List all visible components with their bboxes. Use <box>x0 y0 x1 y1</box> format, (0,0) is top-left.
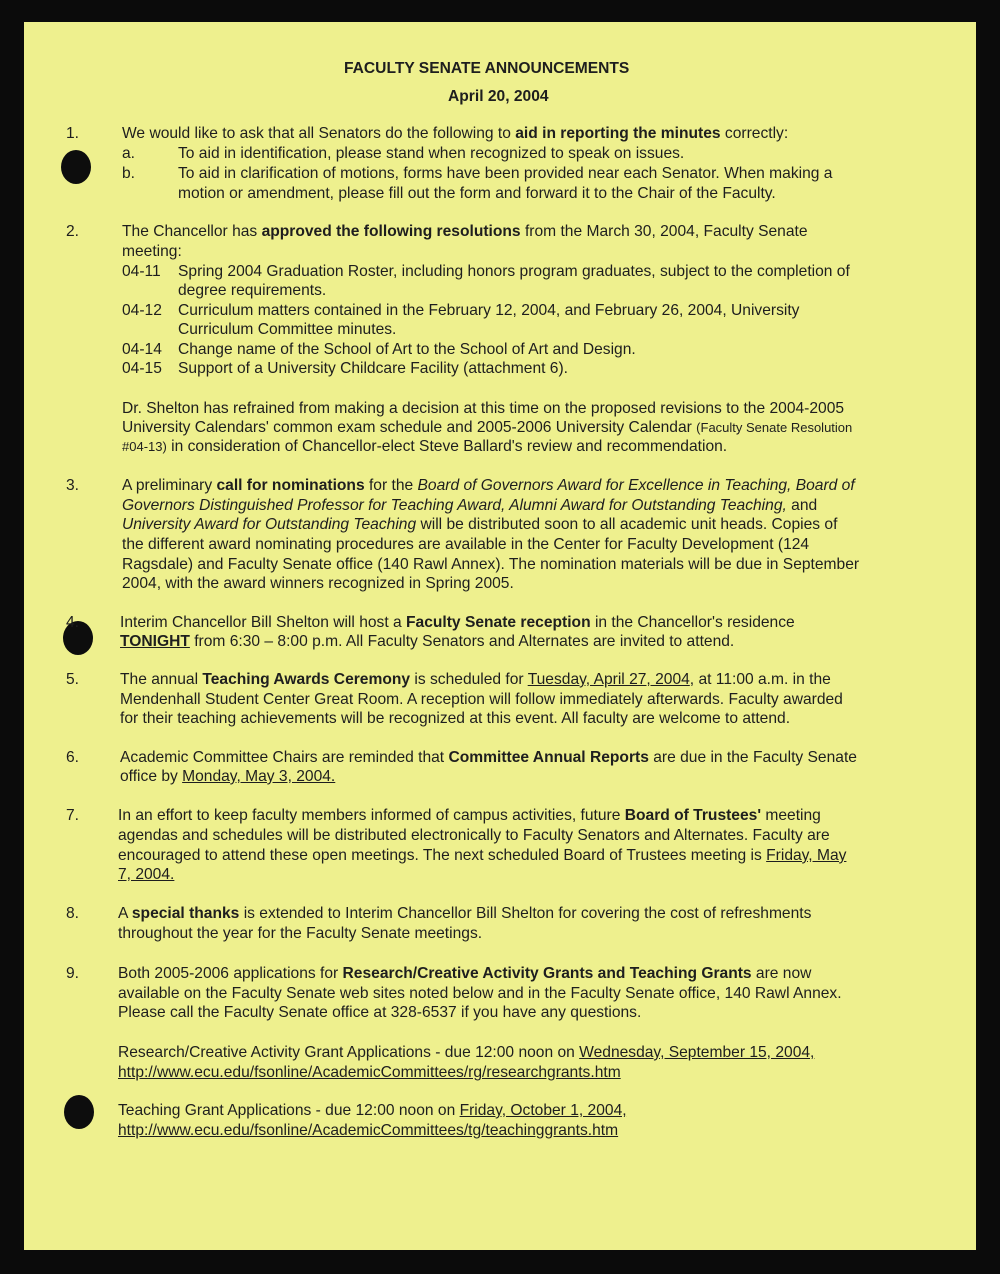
item-text: Both 2005-2006 applications for Research/Creative Activity Grants and Teaching Grants are now <box>118 965 812 982</box>
resolution-text: Support of a University Childcare Facility (attachment 6). <box>178 360 568 377</box>
item-text: the different award nominating procedures are available in the Center for Faculty Development (124 <box>122 536 810 553</box>
punch-hole <box>61 150 91 184</box>
item-text: Interim Chancellor Bill Shelton will host a Faculty Senate reception in the Chancellor's residence <box>120 614 795 631</box>
item-text: Dr. Shelton has refrained from making a decision at this time on the proposed revisions to the 2004-2005 <box>122 400 845 417</box>
item-text: #04-13) in consideration of Chancellor-elect Steve Ballard's review and recommendation. <box>122 438 728 455</box>
resolution-text: degree requirements. <box>178 282 327 299</box>
item-text: Governors Distinguished Professor for Teaching Award, Alumni Award for Outstanding Teaching, and <box>122 497 818 514</box>
sub-item-marker: b. <box>122 165 136 182</box>
sub-item-marker: a. <box>122 145 136 162</box>
item-text: A preliminary call for nominations for the Board of Governors Award for Excellence in Teaching, Board of <box>122 477 855 494</box>
resolution-code: 04-14 <box>122 341 162 358</box>
research-grant-line: Research/Creative Activity Grant Applications - due 12:00 noon on Wednesday, September 15, 2004, <box>118 1044 815 1061</box>
page-date: April 20, 2004 <box>448 88 549 105</box>
item-number: 6. <box>66 749 80 766</box>
item-text: A special thanks is extended to Interim Chancellor Bill Shelton for covering the cost of refreshments <box>118 905 812 922</box>
item-text: 2004, with the award winners recognized in Spring 2005. <box>122 575 514 592</box>
item-text: The Chancellor has approved the following resolutions from the March 30, 2004, Faculty Senate <box>122 223 808 240</box>
item-text: throughout the year for the Faculty Senate meetings. <box>118 925 483 942</box>
resolution-text: Curriculum matters contained in the February 12, 2004, and February 26, 2004, University <box>178 302 800 319</box>
item-text: In an effort to keep faculty members informed of campus activities, future Board of Trustees' meeting <box>118 807 821 824</box>
sub-item-text: To aid in identification, please stand when recognized to speak on issues. <box>178 145 685 162</box>
item-number: 3. <box>66 477 80 494</box>
resolution-code: 04-12 <box>122 302 162 319</box>
item-text: available on the Faculty Senate web sites noted below and in the Faculty Senate office, 140 Rawl Annex. <box>118 985 842 1002</box>
item-text: The annual Teaching Awards Ceremony is scheduled for Tuesday, April 27, 2004, at 11:00 a.m. in the <box>120 671 831 688</box>
sub-item-text: To aid in clarification of motions, forms have been provided near each Senator. When making a <box>178 165 833 182</box>
item-text: meeting: <box>122 243 182 260</box>
item-text: office by Monday, May 3, 2004. <box>120 768 336 785</box>
resolution-code: 04-15 <box>122 360 162 377</box>
item-text: We would like to ask that all Senators do the following to aid in reporting the minutes correctly: <box>122 125 789 142</box>
item-text: University Calendars' common exam schedule and 2005-2006 University Calendar (Faculty Senate Resolution <box>122 419 853 436</box>
item-text: Academic Committee Chairs are reminded that Committee Annual Reports are due in the Faculty Senate <box>120 749 857 766</box>
item-number: 5. <box>66 671 80 688</box>
item-text: University Award for Outstanding Teaching will be distributed soon to all academic unit heads. Copies of <box>122 516 838 533</box>
sub-item-text: motion or amendment, please fill out the form and forward it to the Chair of the Faculty. <box>178 185 776 202</box>
resolution-code: 04-11 <box>122 263 161 280</box>
item-number: 8. <box>66 905 80 922</box>
item-number: 9. <box>66 965 80 982</box>
item-text: Mendenhall Student Center Great Room. A reception will follow immediately afterwards. Faculty awarded <box>120 691 843 708</box>
item-text: agendas and schedules will be distributed electronically to Faculty Senators and Alternates. Faculty are <box>118 827 830 844</box>
item-number: 2. <box>66 223 80 240</box>
resolution-text: Spring 2004 Graduation Roster, including honors program graduates, subject to the completion of <box>178 263 850 280</box>
teaching-grant-line: Teaching Grant Applications - due 12:00 noon on Friday, October 1, 2004, <box>118 1102 627 1119</box>
teaching-grant-url[interactable]: http://www.ecu.edu/fsonline/AcademicCommittees/tg/teachinggrants.htm <box>118 1122 619 1139</box>
item-text: Please call the Faculty Senate office at 328-6537 if you have any questions. <box>118 1004 642 1021</box>
research-grant-url[interactable]: http://www.ecu.edu/fsonline/AcademicCommittees/rg/researchgrants.htm <box>118 1064 621 1081</box>
item-text: 7, 2004. <box>118 866 175 883</box>
item-text: Ragsdale) and Faculty Senate office (140 Rawl Annex). The nomination materials will be due in September <box>122 556 860 573</box>
item-number: 4. <box>66 614 80 631</box>
item-text: encouraged to attend these open meetings. The next scheduled Board of Trustees meeting is Friday, May <box>118 847 847 864</box>
item-text: for their teaching achievements will be recognized at this event. All faculty are welcome to attend. <box>120 710 791 727</box>
item-number: 7. <box>66 807 80 824</box>
page-title: FACULTY SENATE ANNOUNCEMENTS <box>344 60 630 77</box>
resolution-text: Change name of the School of Art to the School of Art and Design. <box>178 341 636 358</box>
item-number: 1. <box>66 125 80 142</box>
item-text: TONIGHT from 6:30 – 8:00 p.m. All Faculty Senators and Alternates are invited to attend. <box>120 633 735 650</box>
resolution-text: Curriculum Committee minutes. <box>178 321 397 338</box>
punch-hole <box>64 1095 94 1129</box>
